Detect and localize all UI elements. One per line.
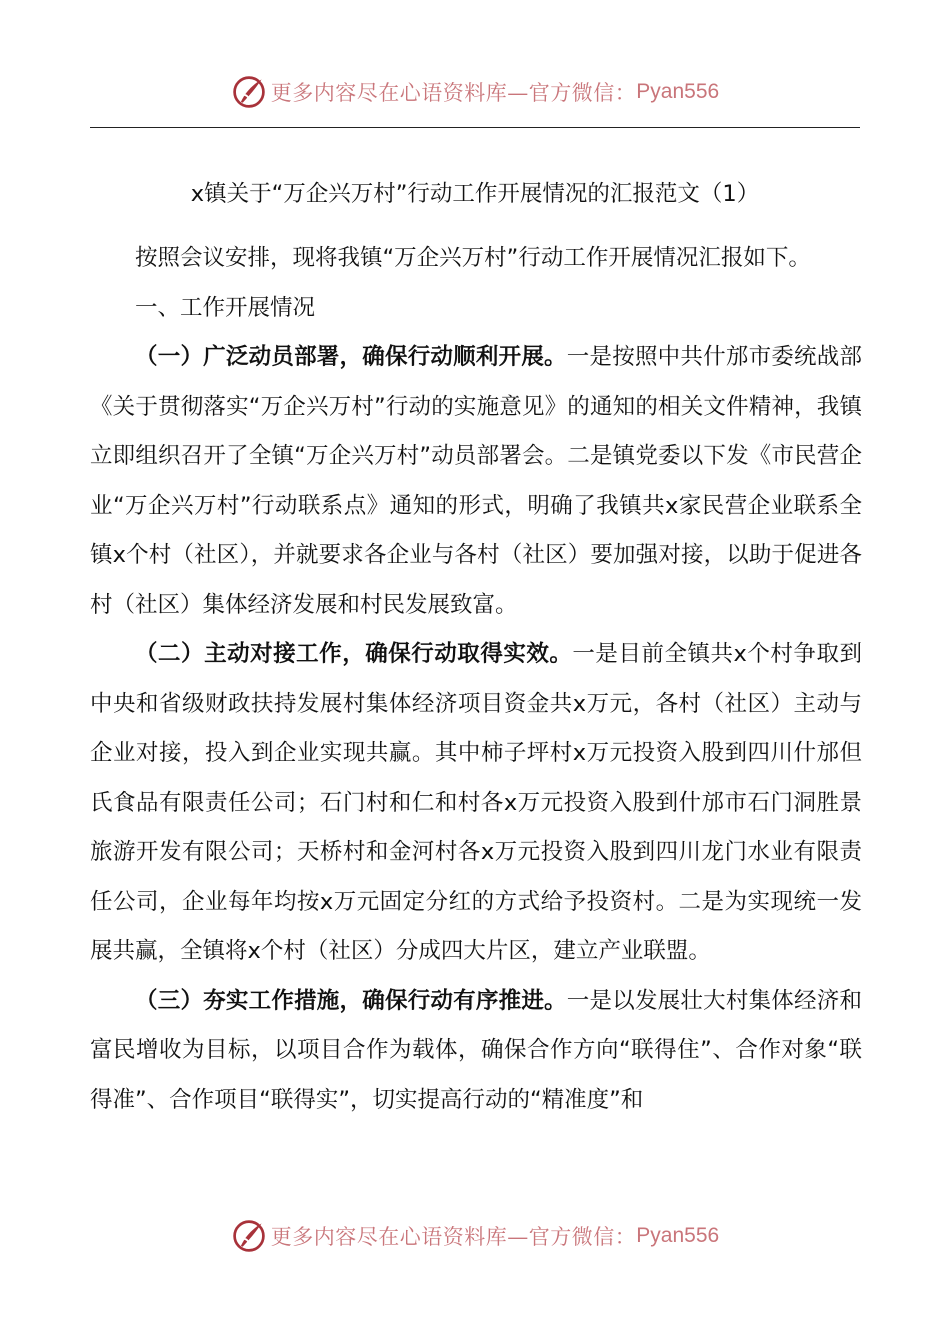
wechat-id: Pyan556: [636, 80, 720, 103]
subsection-body-1: 一是按照中共什邡市委统战部《关于贯彻落实“万企兴万村”行动的实施意见》的通知的相关文件精神，我镇立即组织召开了全镇“万企兴万村”动员部署会。二是镇党委以下发《市民营企业“万企兴万村”行动联系点》通知的形式，明确了我镇共x家民营企业联系全镇x个村（社区），并就要求各企业与各村（社区）要加强对接，以助于促进各村（社区）集体经济发展和村民发展致富。: [90, 344, 862, 618]
subsection-body-3: 一是以发展壮大村集体经济和富民增收为目标，以项目合作为载体，确保合作方向“联得住”、合作对象“联得准”、合作项目“联得实”，切实提高行动的“精准度”和: [90, 987, 862, 1113]
subsection-paragraph-1: [90, 333, 862, 630]
subsection-heading-3: （三）夯实工作措施，确保行动有序推进。: [135, 987, 567, 1014]
banner-text: 更多内容尽在心语资料库—官方微信：: [270, 1225, 637, 1249]
subsection-heading-1: （一）广泛动员部署，确保行动顺利开展。: [135, 344, 567, 370]
header-banner: [0, 70, 950, 114]
wechat-id: Pyan556: [636, 1224, 720, 1247]
banner-text: 更多内容尽在心语资料库—官方微信：: [270, 81, 637, 105]
subsection-heading-2: （二）主动对接工作，确保行动取得实效。: [135, 641, 573, 667]
header-divider: [90, 127, 860, 128]
subsection-body-2: 一是目前全镇共x个村争取到中央和省级财政扶持发展村集体经济项目资金共x万元，各村（社区）主动与企业对接，投入到企业实现共赢。其中柿子坪村x万元投资入股到四川什邡但氏食品有限责任公司；石门村和仁和村各x万元投资入股到什邡市石门洞胜景旅游开发有限公司；天桥村和金河村各x万元投资入股到四川龙门水业有限责任公司，企业每年均按x万元固定分红的方式给予投资村。二是为实现统一发展共赢，全镇将x个村（社区）分成四大片区，建立产业联盟。: [90, 641, 862, 964]
document-title: x镇关于“万企兴万村”行动工作开展情况的汇报范文（1）: [190, 181, 760, 207]
quill-logo-icon: [231, 74, 267, 110]
quill-logo-icon: [231, 1218, 267, 1254]
footer-banner: [0, 1214, 950, 1258]
subsection-paragraph-3: [90, 977, 862, 1126]
intro-paragraph: 按照会议安排，现将我镇“万企兴万村”行动工作开展情况汇报如下。: [135, 245, 811, 271]
section-heading: 一、工作开展情况: [135, 294, 316, 321]
document-body: [90, 234, 862, 1125]
subsection-paragraph-2: [90, 630, 862, 977]
